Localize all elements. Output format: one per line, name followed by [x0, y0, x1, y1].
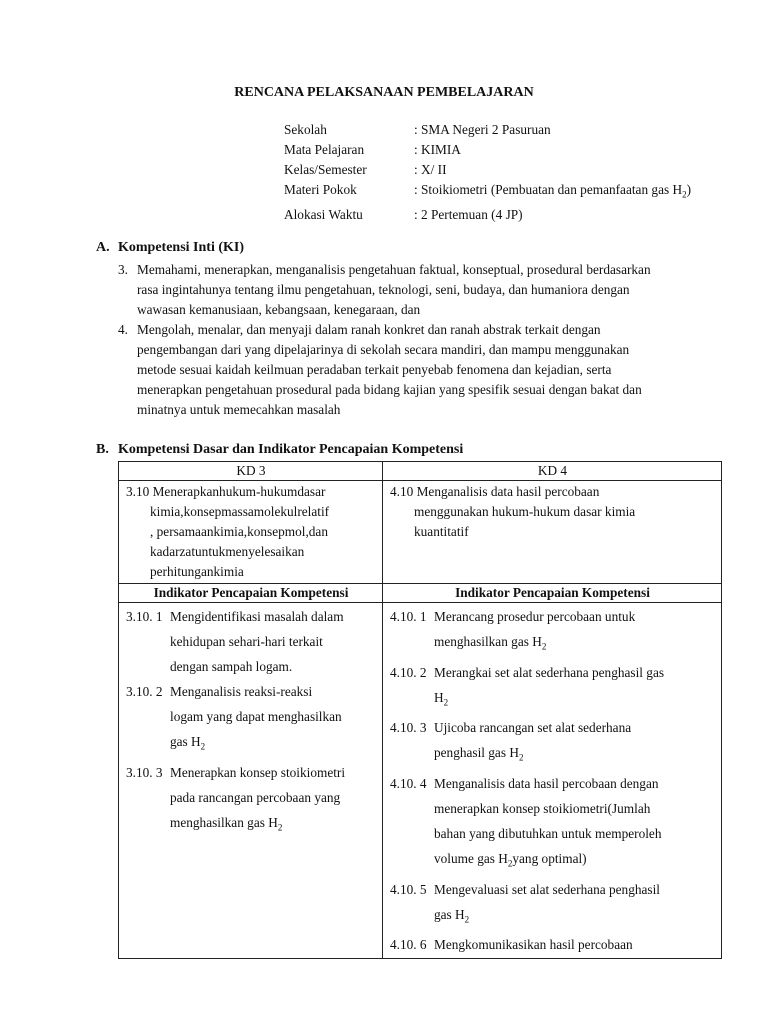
kd3-header: KD 3 — [119, 462, 383, 481]
kd3-indicators — [119, 603, 383, 959]
indicator-item: 4.10. 5 Mengevaluasi set alat sederhana penghasil gas $H_2$ — [390, 881, 660, 925]
identity-block — [284, 120, 691, 225]
info-value: : Stoikiometri (Pembuatan dan pemanfaatan gas $H_2$) — [414, 182, 692, 200]
indicator-item: 4.10. 6 Mengkomunikasikan hasil percobaan — [390, 937, 633, 953]
info-row-time — [284, 205, 691, 225]
table-subheader-row — [119, 584, 722, 603]
list-item: 4. Mengolah, menalar, dan menyaji dalam ranah konkret dan ranah abstrak terkait dengan pengembangan dari yang dipelajarinya di sekolah secara mandiri, dan mampu menggunakan metode sesuai kaidah keilmuan peradaban terkait penyebab fenomena dan kejadian, serta menerapkan pengetahuan prosedural pada bidang kajian yang spesifik sesuai dengan bakat dan minatnya untuk memecahkan masalah — [118, 322, 642, 417]
indicator-item: 3.10. 2 Menganalisis reaksi-reaksi logam yang dapat menghasilkan gas $H_2$ — [126, 684, 342, 752]
info-label: Sekolah — [284, 122, 327, 137]
info-label: Materi Pokok — [284, 182, 357, 197]
kd4-statement: 4.10 Menganalisis data hasil percobaan menggunakan hukum-hukum dasar kimia kuantitatif — [383, 481, 722, 584]
item-number: 3. — [118, 262, 128, 277]
list-item: 3. Memahami, menerapkan, menganalisis pengetahuan faktual, konseptual, prosedural berdasarkan rasa ingintahunya tentang ilmu pengetahuan, teknologi, seni, budaya, dan humaniora dengan wawasan kemanusiaan, kebangsaan, kenegaraan, dan — [118, 262, 651, 317]
kd4-header: KD 4 — [383, 462, 722, 481]
info-label: Alokasi Waktu — [284, 206, 363, 222]
item-number: 4. — [118, 322, 128, 337]
core-competency-list — [118, 260, 738, 420]
kd4-indicators — [383, 603, 722, 959]
kd3-statement: 3.10 Menerapkanhukum-hukumdasar kimia,konsepmassamolekulrelatif , persamaankimia,konsepmol,dan kadarzatuntukmenyelesaikan perhitungankimia — [119, 481, 383, 584]
info-row-school — [284, 120, 691, 140]
competency-table — [118, 461, 722, 959]
table-row — [119, 603, 722, 959]
info-value: : SMA Negeri 2 Pasuruan — [414, 122, 551, 137]
info-row-subject — [284, 140, 691, 160]
table-header-row — [119, 462, 722, 481]
indicator-item: 4.10. 2 Merangkai set alat sederhana penghasil gas $H_2$ — [390, 664, 665, 708]
indicator-item: 4.10. 4 Menganalisis data hasil percobaan dengan menerapkan konsep stoikiometri(Jumlah bahan yang dibutuhkan untuk memperoleh volume gas $H_2yang$ optimal) — [390, 775, 662, 869]
info-row-class — [284, 160, 691, 180]
table-row — [119, 481, 722, 584]
kd4-indicator-header: Indikator Pencapaian Kompetensi — [383, 584, 722, 603]
section-b-heading: B. Kompetensi Dasar dan Indikator Pencapaian Kompetensi — [96, 442, 464, 457]
info-value: : X/ II — [414, 162, 447, 177]
indicator-item: 3.10. 1 Mengidentifikasi masalah dalam kehidupan sehari-hari terkait dengan sampah logam. — [126, 609, 344, 674]
info-row-topic — [284, 180, 691, 205]
indicator-item: 3.10. 3 Menerapkan konsep stoikiometri pada rancangan percobaan yang menghasilkan gas $H_2$ — [126, 764, 346, 833]
kd3-indicator-header: Indikator Pencapaian Kompetensi — [119, 584, 383, 603]
section-a-heading: A. Kompetensi Inti (KI) — [96, 240, 244, 255]
info-label: Kelas/Semester — [284, 162, 367, 177]
indicator-item: 4.10. 3 Ujicoba rancangan set alat sederhana penghasil gas $H_2$ — [390, 720, 632, 763]
document-title: RENCANA PELAKSANAAN PEMBELAJARAN — [234, 85, 534, 100]
info-value: : KIMIA — [414, 142, 461, 157]
info-label: Mata Pelajaran — [284, 142, 365, 157]
info-value: : 2 Pertemuan (4 JP) — [414, 206, 523, 222]
indicator-item: 4.10. 1 Merancang prosedur percobaan untuk menghasilkan gas $H_2$ — [390, 609, 636, 652]
